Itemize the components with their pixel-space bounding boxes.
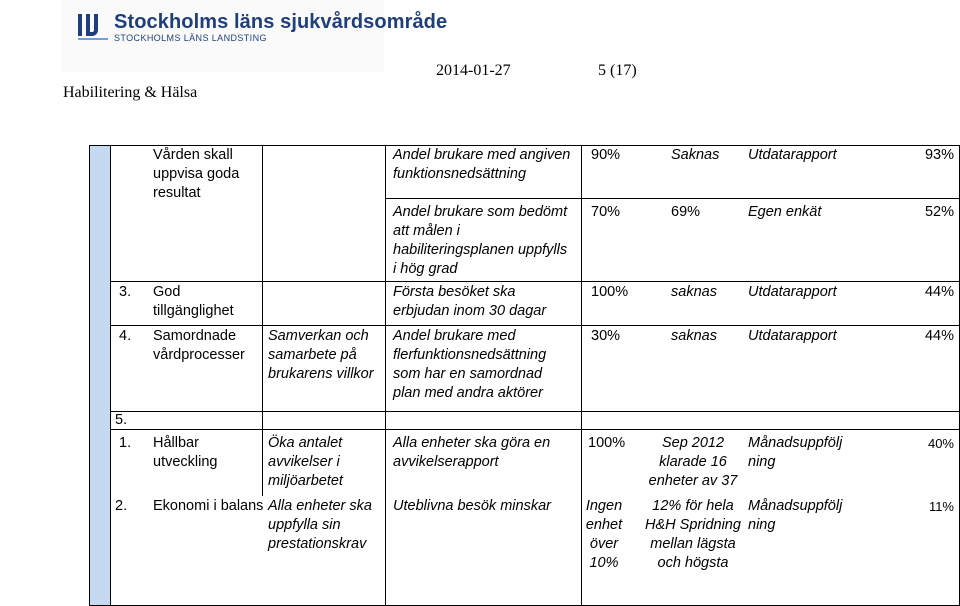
indicator-text: Alla enheter ska göra en avvikelserapport	[393, 435, 551, 470]
goal-text: Hållbar utveckling	[153, 435, 218, 470]
source-value: Egen enkät	[748, 204, 822, 220]
goal-text: Samordnade vårdprocesser	[153, 328, 245, 363]
table-border	[89, 145, 90, 606]
baseline-value: Sep 2012 klarade 16 enheter av 37	[648, 435, 738, 489]
target-value: 100%	[591, 284, 629, 300]
goal-text: God tillgänglighet	[153, 284, 234, 319]
result-value: 11%	[928, 499, 954, 514]
logo-subtitle: STOCKHOLMS LÄNS LANDSTING	[114, 33, 267, 43]
target-value: 30%	[591, 328, 621, 344]
side-color-column	[89, 145, 110, 606]
indicator-text: Andel brukare som bedömt att målen i habiliteringsplanen uppfylls i hög grad	[393, 204, 568, 277]
source-value: Utdatarapport	[748, 284, 837, 300]
table-border	[385, 145, 386, 606]
table-border	[385, 198, 960, 199]
source-value: Månadsuppfölj ning	[748, 435, 843, 470]
baseline-value: saknas	[671, 284, 717, 300]
table-border	[110, 429, 960, 430]
goal-text: Ekonomi i balans	[153, 498, 264, 514]
logo-title: Stockholms läns sjukvårdsområde	[114, 11, 448, 33]
result-value: 44%	[924, 328, 954, 344]
table-border	[262, 145, 263, 496]
organization-name: Habilitering & Hälsa	[63, 84, 198, 101]
baseline-value: saknas	[671, 328, 717, 344]
row-number: 1.	[119, 435, 132, 451]
target-value: 100%	[588, 435, 626, 451]
result-value: 40%	[927, 436, 954, 451]
subgoal-text: Samverkan och samarbete på brukarens villkor	[268, 328, 374, 382]
table-border	[110, 281, 960, 282]
source-value: Utdatarapport	[748, 147, 837, 163]
result-value: 93%	[924, 147, 954, 163]
table-border	[110, 411, 960, 412]
document-date: 2014-01-27	[436, 62, 511, 79]
result-value: 44%	[924, 284, 954, 300]
baseline-value: Saknas	[671, 147, 720, 163]
result-value: 52%	[924, 204, 954, 220]
source-value: Månadsuppfölj ning	[748, 498, 843, 533]
row-number: 2.	[115, 498, 128, 514]
subgoal-text: Öka antalet avvikelser i miljöarbetet	[268, 435, 343, 489]
row-number: 3.	[119, 284, 132, 300]
baseline-value: 12% för hela H&H Spridning mellan lägsta och högsta	[645, 498, 741, 571]
row-number: 4.	[119, 328, 132, 344]
indicator-text: Andel brukare med flerfunktionsnedsättning som har en samordnad plan med andra aktörer	[393, 328, 547, 401]
indicator-text: Första besöket ska erbjudan inom 30 dagar	[393, 284, 547, 319]
table-border	[110, 325, 960, 326]
target-value: Ingen enhet över 10%	[585, 498, 623, 571]
indicator-text: Andel brukare med angiven funktionsnedsättning	[393, 147, 571, 182]
target-value: 70%	[591, 204, 621, 220]
county-logo-icon	[76, 12, 110, 42]
goal-text: Vården skall uppvisa goda resultat	[153, 147, 240, 201]
page-number: 5 (17)	[598, 62, 637, 79]
row-number: 5.	[115, 412, 128, 428]
target-value: 90%	[591, 147, 621, 163]
table-border	[110, 145, 111, 606]
source-value: Utdatarapport	[748, 328, 837, 344]
indicator-text: Uteblivna besök minskar	[393, 498, 551, 514]
baseline-value: 69%	[671, 204, 701, 220]
subgoal-text: Alla enheter ska uppfylla sin prestationskrav	[268, 498, 372, 552]
